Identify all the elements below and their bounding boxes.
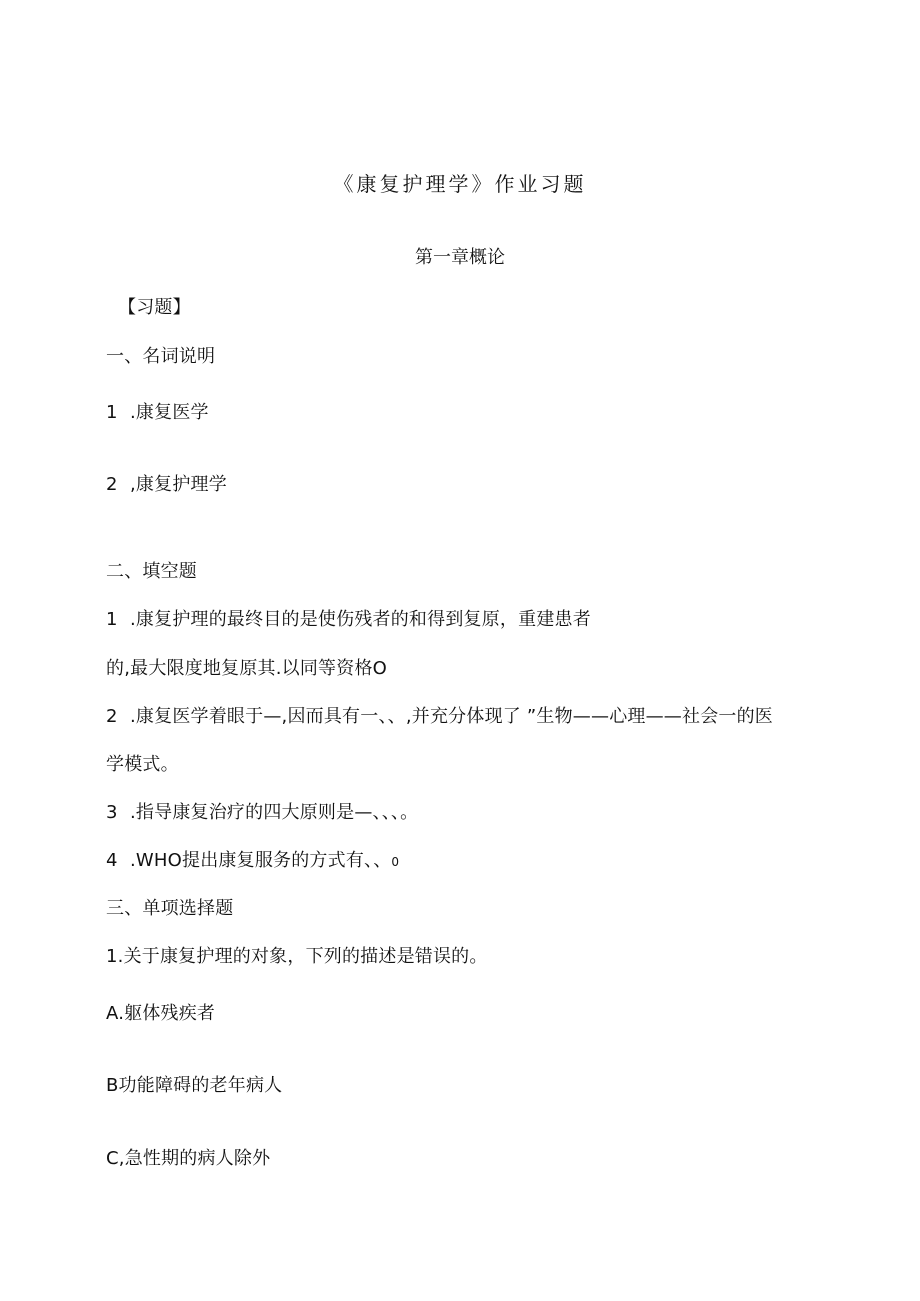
- question-text: 1.关于康复护理的对象，下列的描述是错误的。: [106, 946, 488, 967]
- item-continuation: 的,最大限度地复原其.以同等资格O: [106, 658, 388, 679]
- item-number: 4: [106, 850, 118, 871]
- item-text: .WHO提出康复服务的方式有、、: [130, 850, 392, 871]
- list-item: [106, 849, 399, 874]
- section-heading-fill-blank: 二、填空题: [106, 561, 197, 582]
- document-title: 《康复护理学》作业习题: [333, 172, 587, 196]
- option-c: C,急性期的病人除外: [106, 1148, 271, 1169]
- item-continuation: 学模式。: [106, 754, 179, 775]
- item-number: 2: [106, 474, 118, 495]
- list-item: [106, 705, 773, 729]
- section-heading-single-choice: 三、单项选择题: [106, 898, 234, 919]
- exercise-label: 【习题】: [118, 297, 191, 318]
- item-text: .指导康复治疗的四大原则是—、、、。: [130, 802, 419, 823]
- item-text: .康复护理的最终目的是使伤残者的和得到复原，重建患者: [130, 609, 591, 630]
- list-item: [106, 801, 418, 825]
- list-item: [106, 473, 227, 497]
- item-tail: 0: [391, 855, 400, 869]
- item-text: ,康复护理学: [130, 474, 227, 495]
- item-text: .康复医学着眼于—,因而具有一、、,并充分体现了 ”生物——心理——社会一的医: [130, 706, 774, 727]
- list-item: [106, 401, 209, 425]
- item-text: .康复医学: [130, 402, 209, 423]
- item-number: 3: [106, 802, 118, 823]
- item-number: 1: [106, 402, 118, 423]
- list-item: [106, 608, 591, 632]
- item-number: 2: [106, 706, 118, 727]
- option-b: B功能障碍的老年病人: [106, 1075, 283, 1096]
- section-heading-terms: 一、名词说明: [106, 346, 216, 367]
- chapter-heading: 第一章概论: [415, 247, 505, 268]
- item-number: 1: [106, 609, 118, 630]
- option-a: A.躯体残疾者: [106, 1003, 216, 1024]
